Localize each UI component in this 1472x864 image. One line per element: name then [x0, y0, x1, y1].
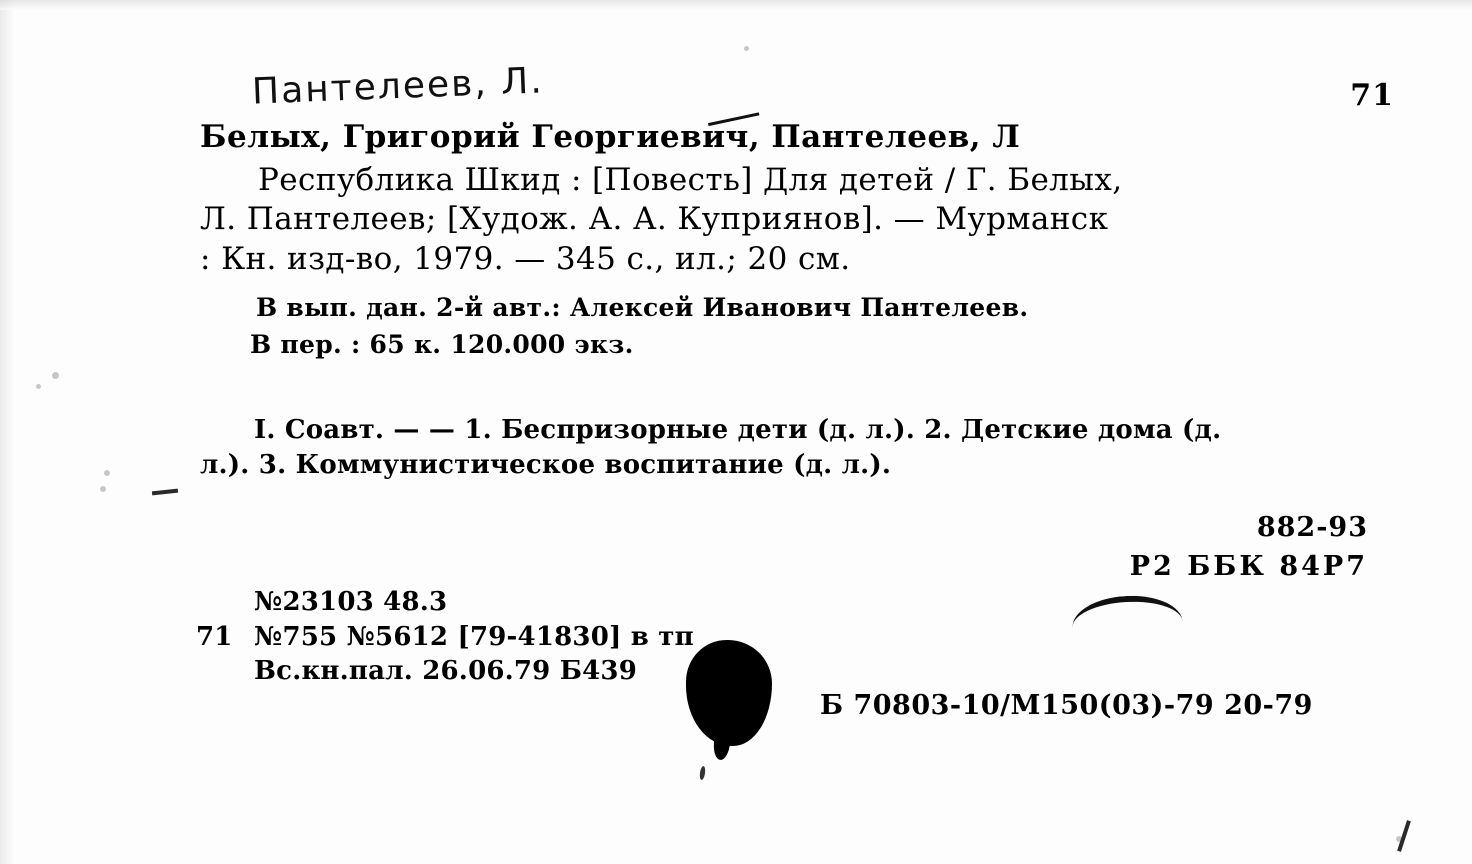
subject-headings — [200, 413, 1390, 483]
classification-block — [1130, 508, 1368, 586]
note-line-2: В пер. : 65 к. 120.000 экз. — [250, 330, 634, 360]
scan-edge-left — [0, 0, 16, 864]
bibliographic-description — [200, 161, 1390, 280]
footer-registration-block — [196, 585, 694, 689]
footer-line-3: Вс.кн.пал. 26.06.79 Б439 — [254, 656, 638, 687]
author-heading: Белых, Григорий Георгиевич, Пантелеев, Л — [200, 119, 1021, 155]
description-line-1: Республика Шкид : [Повесть] Для детей / Г. Белых, — [258, 161, 1123, 198]
card-body — [200, 120, 1390, 483]
scan-speck — [52, 372, 59, 379]
scan-speck — [104, 470, 110, 476]
page-number: 71 — [1350, 78, 1394, 113]
scan-speck — [744, 46, 749, 51]
classification-number: 882-93 — [1256, 512, 1368, 543]
stray-pen-mark — [152, 489, 178, 496]
scan-speck — [36, 384, 41, 389]
description-line-3: : Кн. изд-во, 1979. — 345 с., ил.; 20 см. — [200, 241, 851, 278]
subject-line-1: I. Соавт. — — 1. Беспризорные дети (д. л.). 2. Детские дома (д. — [254, 415, 1222, 446]
description-line-2: Л. Пантелеев; [Худож. А. А. Куприянов]. — Мурманск — [200, 201, 1109, 238]
scan-speck — [100, 486, 106, 492]
classification-codes: Р2 ББК 84Р7 — [1129, 551, 1368, 583]
note-line-1: В вып. дан. 2-й авт.: Алексей Иванович Пантелеев. — [256, 292, 1029, 322]
subject-line-2: л.). 3. Коммунистическое воспитание (д. л.). — [200, 450, 892, 481]
scan-edge-top — [0, 0, 1472, 10]
pen-arc-mark — [1071, 593, 1183, 633]
ink-blot-dot — [699, 766, 706, 781]
handwritten-annotation: Пантелеев, Л. — [251, 60, 545, 113]
footer-line-2: №755 №5612 [79-41830] в тп — [254, 621, 694, 652]
ink-blot-tail — [712, 725, 731, 760]
footer-line-2-lead: 71 — [196, 621, 233, 652]
footer-line-1: №23103 48.3 — [254, 587, 448, 617]
imprint-code-line: Б 70803-10/М150(03)-79 20-79 — [820, 690, 1313, 721]
